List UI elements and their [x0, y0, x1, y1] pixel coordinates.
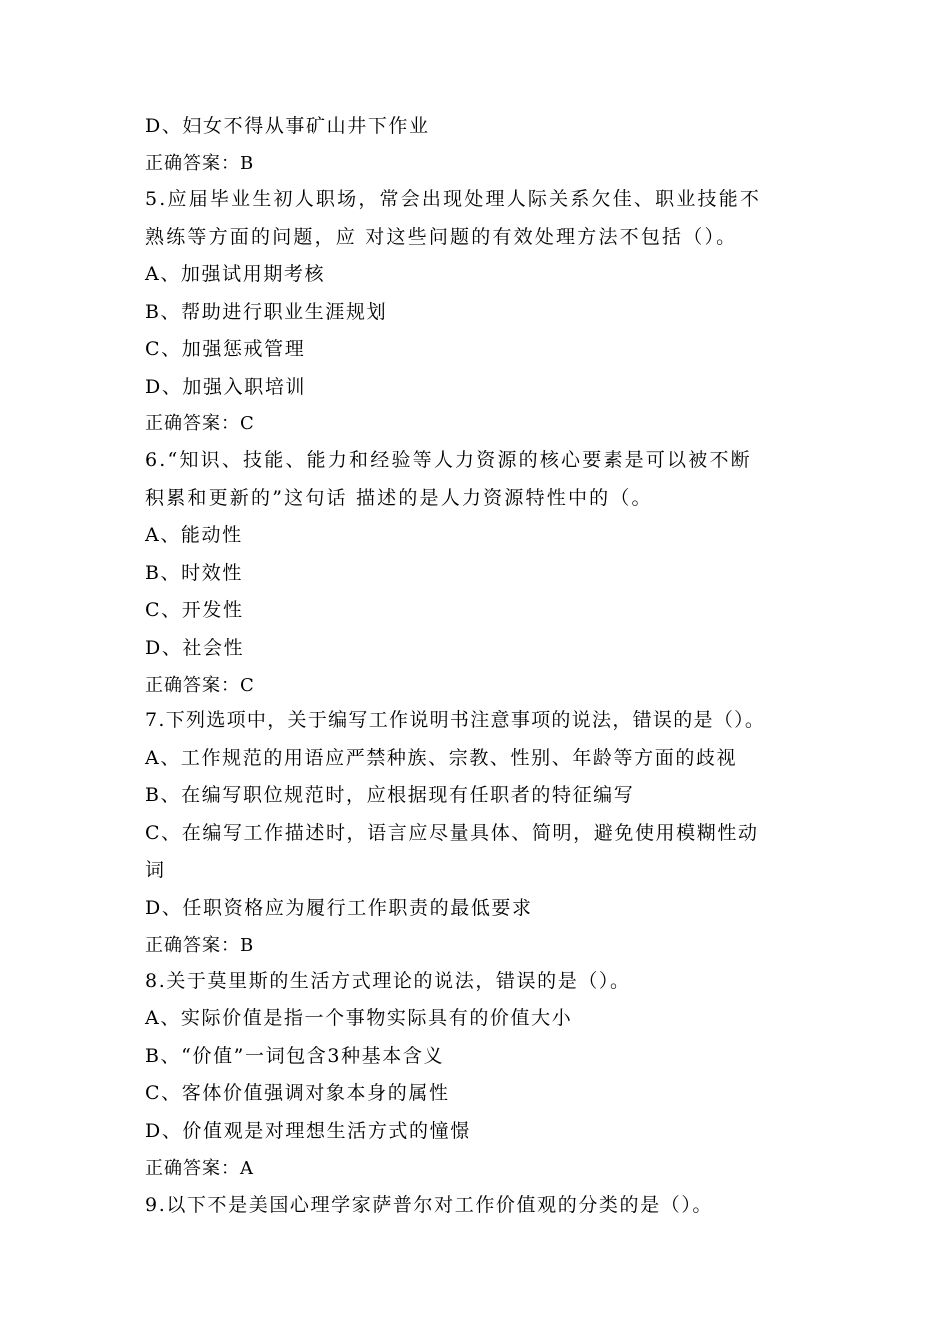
option-text: B、在编写职位规范时，应根据现有任职者的特征编写 — [145, 784, 635, 806]
option-text: D、加强入职培训 — [145, 376, 307, 398]
correct-answer: 正确答案：C — [145, 413, 255, 434]
correct-answer: 正确答案：B — [145, 153, 255, 174]
question-text: 9.以下不是美国心理学家萨普尔对工作价值观的分类的是（）。 — [145, 1194, 714, 1216]
option-text: C、在编写工作描述时，语言应尽量具体、简明，避免使用模糊性动 — [145, 822, 759, 844]
option-text: B、“价值”一词包含3种基本含义 — [145, 1045, 445, 1067]
correct-answer: 正确答案：B — [145, 935, 255, 956]
option-text: A、加强试用期考核 — [145, 263, 326, 285]
question-text: 6.“知识、技能、能力和经验等人力资源的核心要素是可以被不断 — [145, 449, 752, 471]
option-text: D、妇女不得从事矿山井下作业 — [145, 115, 430, 137]
option-text: D、任职资格应为履行工作职责的最低要求 — [145, 897, 533, 919]
option-text: 词 — [145, 859, 166, 881]
correct-answer: 正确答案：A — [145, 1158, 254, 1179]
question-text: 8.关于莫里斯的生活方式理论的说法，错误的是（）。 — [145, 970, 631, 992]
question-text: 5.应届毕业生初人职场，常会出现处理人际关系欠佳、职业技能不 — [145, 188, 762, 210]
question-text: 积累和更新的”这句话 描述的是人力资源特性中的（。 — [145, 487, 653, 509]
option-text: D、价值观是对理想生活方式的憧憬 — [145, 1120, 471, 1142]
option-text: C、开发性 — [145, 599, 244, 621]
question-text: 熟练等方面的问题，应 对这些问题的有效处理方法不包括（）。 — [145, 226, 738, 248]
option-text: A、工作规范的用语应严禁种族、宗教、性别、年龄等方面的歧视 — [145, 747, 738, 769]
option-text: C、加强惩戒管理 — [145, 338, 306, 360]
option-text: B、时效性 — [145, 562, 243, 584]
option-text: B、帮助进行职业生涯规划 — [145, 301, 388, 323]
option-text: A、能动性 — [145, 524, 243, 546]
option-text: C、客体价值强调对象本身的属性 — [145, 1082, 450, 1104]
correct-answer: 正确答案：C — [145, 675, 255, 696]
option-text: A、实际价值是指一个事物实际具有的价值大小 — [145, 1007, 573, 1029]
question-text: 7.下列选项中，关于编写工作说明书注意事项的说法，错误的是（）。 — [145, 709, 766, 731]
option-text: D、社会性 — [145, 637, 245, 659]
